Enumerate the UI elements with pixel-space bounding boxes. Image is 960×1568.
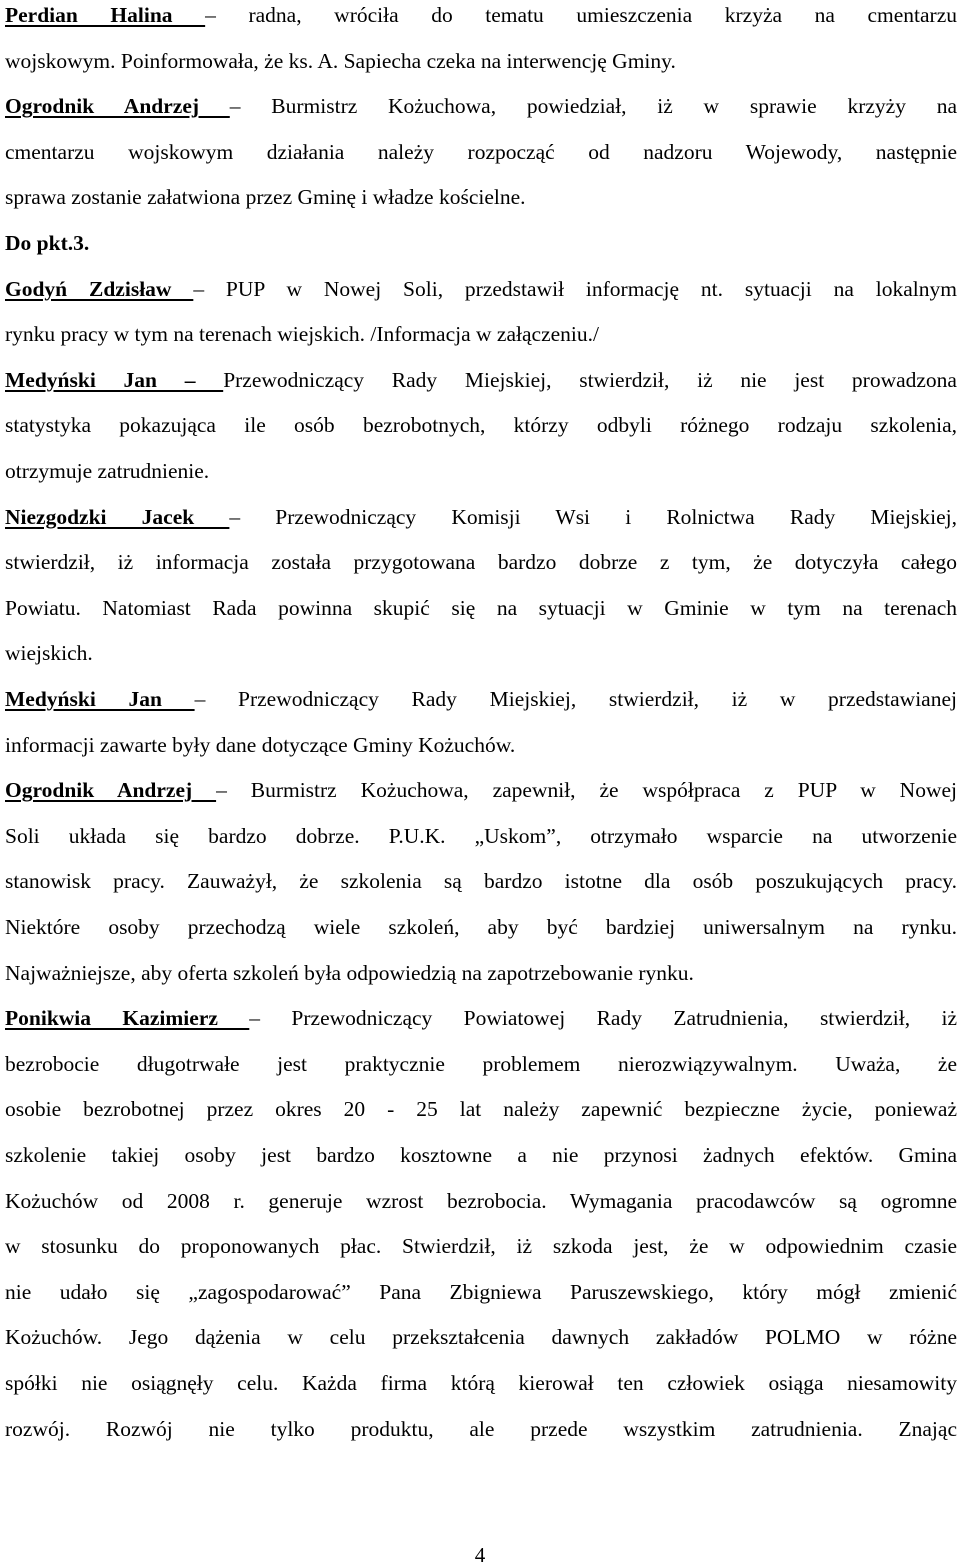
text-line [5, 684, 957, 714]
speaker-name: Perdian Halina [5, 3, 206, 27]
line-text: Najważniejsze, aby oferta szkoleń była odpowiedzią na zapotrzebowanie rynku. [5, 960, 694, 985]
line-text: – Burmistrz Kożuchowa, zapewnił, że współpraca z PUP w Nowej [216, 778, 958, 803]
speaker-name: Godyń Zdzisław [5, 276, 194, 301]
text-line [5, 46, 957, 76]
text-line [5, 319, 957, 349]
line-text: szkolenie takiej osoby jest bardzo kosztowne a nie przynosi żadnych efektów. Gmina [5, 1143, 957, 1167]
text-line [5, 1140, 957, 1170]
text-line [5, 1322, 957, 1352]
text-line [5, 456, 957, 486]
text-line [5, 1368, 957, 1398]
line-text: otrzymuje zatrudnienie. [5, 459, 210, 483]
line-text: Kożuchów od 2008 r. generuje wzrost bezrobocia. Wymagania pracodawców są ogromne [5, 1188, 957, 1213]
text-line [5, 638, 957, 668]
speaker-name: Ogrodnik Andrzej [5, 94, 230, 119]
text-line [5, 91, 957, 121]
line-text: – Przewodniczący Rady Miejskiej, stwierdził, iż w przedstawianej [194, 687, 957, 711]
line-text: bezrobocie długotrwałe jest praktycznie problemem nierozwiązywalnym. Uważa, że [5, 1051, 957, 1076]
section-heading [5, 228, 957, 258]
line-text: – Burmistrz Kożuchowa, powiedział, iż w sprawie krzyży na [229, 94, 957, 119]
line-text: wiejskich. [5, 641, 93, 666]
text-line [5, 593, 957, 623]
text-line [5, 1186, 957, 1216]
text-line [5, 866, 957, 896]
line-text: – radna, wróciła do tematu umieszczenia krzyża na cmentarzu [205, 3, 957, 27]
text-line [5, 821, 957, 851]
line-text: rynku pracy w tym na terenach wiejskich. /Informacja w załączeniu./ [5, 322, 599, 347]
line-text: Niektóre osoby przechodzą wiele szkoleń, aby być bardziej uniwersalnym na rynku. [5, 915, 957, 939]
text-line [5, 730, 957, 760]
line-text: statystyka pokazująca ile osób bezrobotnych, którzy odbyli różnego rodzaju szkolenia, [5, 413, 957, 438]
line-text: – Przewodniczący Komisji Wsi i Rolnictwa Rady Miejskiej, [229, 504, 957, 529]
text-line [5, 0, 957, 30]
line-text: – Przewodniczący Powiatowej Rady Zatrudnienia, stwierdził, iż [249, 1006, 957, 1031]
text-line [5, 1277, 957, 1307]
text-line [5, 137, 957, 167]
line-text: Powiatu. Natomiast Rada powinna skupić się na sytuacji w Gminie w tym na terenach [5, 595, 957, 620]
page-number: 4 [474, 1543, 486, 1567]
speaker-name: Ogrodnik Andrzej [5, 778, 217, 803]
line-text: informacji zawarte były dane dotyczące Gminy Kożuchów. [5, 732, 516, 757]
text-line [5, 410, 957, 440]
speaker-name: Medyński Jan – [5, 367, 224, 392]
text-line [5, 1094, 957, 1124]
text-line [5, 1414, 957, 1444]
text-line [5, 1003, 957, 1033]
agenda-item-heading: Do pkt.3. [5, 231, 90, 255]
text-line [5, 958, 957, 988]
line-text: w stosunku do proponowanych płac. Stwierdził, iż szkoda jest, że w odpowiednim czasie [5, 1234, 957, 1259]
speaker-name: Niezgodzki Jacek [5, 504, 230, 529]
text-line [5, 1231, 957, 1261]
line-text: nie udało się „zagospodarować” Pana Zbigniewa Paruszewskiego, który mógł zmienić [5, 1279, 957, 1304]
text-line [5, 502, 957, 532]
line-text: osobie bezrobotnej przez okres 20 - 25 lat należy zapewnić bezpieczne życie, ponieważ [5, 1097, 957, 1122]
line-text: Kożuchów. Jego dążenia w celu przekształcenia dawnych zakładów POLMO w różne [5, 1325, 957, 1350]
text-line [5, 274, 957, 304]
line-text: cmentarzu wojskowym działania należy rozpocząć od nadzoru Wojewody, następnie [5, 139, 957, 164]
text-line [5, 912, 957, 942]
text-line [5, 365, 957, 395]
line-text: spółki nie osiągnęły celu. Każda firma którą kierował ten człowiek osiąga niesamowity [5, 1371, 957, 1395]
line-text: stanowisk pracy. Zauważył, że szkolenia są bardzo istotne dla osób poszukujących pracy. [5, 869, 957, 894]
speaker-name: Ponikwia Kazimierz [5, 1006, 250, 1031]
text-line [5, 182, 957, 212]
line-text: – PUP w Nowej Soli, przedstawił informację nt. sytuacji na lokalnym [193, 276, 957, 301]
line-text: rozwój. Rozwój nie tylko produktu, ale przede wszystkim zatrudnienia. Znając [5, 1416, 957, 1441]
text-line [5, 1049, 957, 1079]
text-line [5, 775, 957, 805]
speaker-name: Medyński Jan [5, 687, 195, 711]
line-text: sprawa zostanie załatwiona przez Gminę i władze kościelne. [5, 185, 526, 210]
line-text: stwierdził, iż informacja została przygotowana bardzo dobrze z tym, że dotyczyła całego [5, 550, 957, 575]
text-line [5, 547, 957, 577]
line-text: Soli układa się bardzo dobrze. P.U.K. „Uskom”, otrzymało wsparcie na utworzenie [5, 823, 957, 848]
line-text: wojskowym. Poinformowała, że ks. A. Sapiecha czeka na interwencję Gminy. [5, 48, 676, 73]
line-text: Przewodniczący Rady Miejskiej, stwierdził, iż nie jest prowadzona [223, 367, 957, 392]
